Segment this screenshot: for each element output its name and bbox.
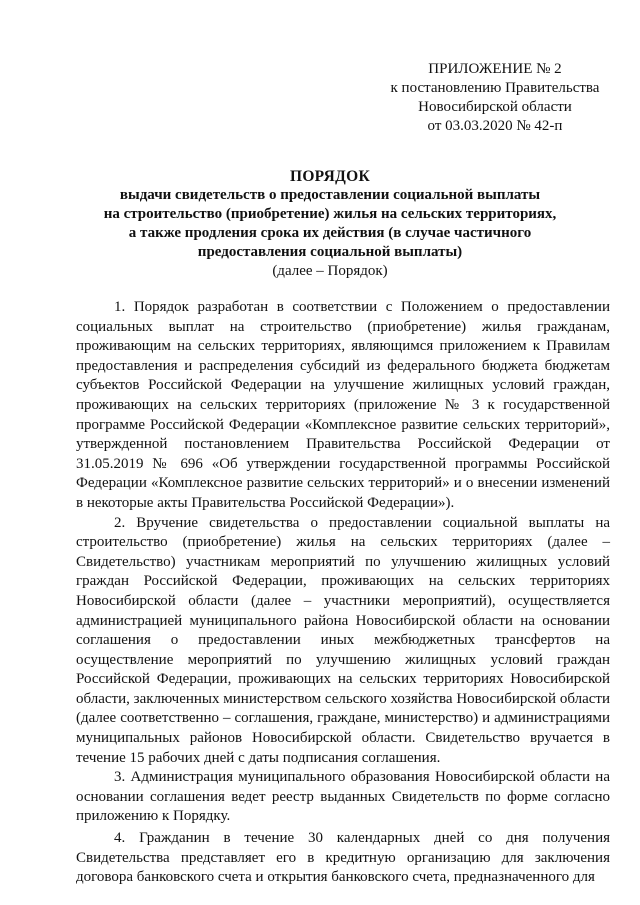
annex-date-number: от 03.03.2020 № 42-п <box>427 118 563 134</box>
annex-title: ПРИЛОЖЕНИЕ № 2 <box>428 61 562 77</box>
paragraph-3: 3. Администрация муниципального образования Новосибирской области на основании соглашения ведет реестр выданных Свидетельств по форме согласно приложению к Порядку. <box>76 769 610 825</box>
heading-line-1: выдачи свидетельств о предоставлении социальной выплаты <box>119 187 541 203</box>
document-body <box>76 298 610 888</box>
heading-line-3: а также продления срока их действия (в случае частичного <box>128 225 532 241</box>
paragraph-1: 1. Порядок разработан в соответствии с Положением о предоставлении социальных выплат на строительство (приобретение) жилья гражданам, проживающим на сельских территориях, являющимся приложением к Правилам предоставления и распределения субсидий из федерального бюджета бюджетам субъектов Российской Федерации на улучшение жилищных условий граждан, проживающих на сельских территориях (приложение № 3 к государственной программе Российской Федерации «Комплексное развитие сельских территорий», утвержденной постановлением Правительства Российской Федерации от 31.05.2019 № 696 «Об утверждении государственной программы Российской Федерации «Комплексное развитие сельских территорий» и о внесении изменений в некоторые акты Правительства Российской Федерации»). <box>76 299 610 511</box>
annex-resolution-line: к постановлению Правительства <box>390 80 600 96</box>
annex-region-line: Новосибирской области <box>418 99 572 115</box>
paragraph-4: 4. Гражданин в течение 30 календарных дней со дня получения Свидетельства представляет его в кредитную организацию для заключения договора банковского счета и открытия банковского счета, предназначенного для <box>76 830 610 886</box>
paragraph-2: 2. Вручение свидетельства о предоставлении социальной выплаты на строительство (приобретение) жилья на сельских территориях (далее – Свидетельство) участникам мероприятий по улучшению жилищных условий граждан Российской Федерации, проживающих на сельских территориях Новосибирской области (далее – участники мероприятий), осуществляется администрацией муниципального района Новосибирской области на основании соглашения о предоставлении иных межбюджетных трансфертов на осуществление мероприятий по улучшению жилищных условий граждан Российской Федерации, проживающих на сельских территориях Новосибирской области, заключенных министерством сельского хозяйства Новосибирской области (далее соответственно – соглашения, граждане, министерство) и администрациями муниципальных районов Новосибирской области. Свидетельство вручается в течение 15 рабочих дней с даты подписания соглашения. <box>76 514 610 766</box>
heading-line-4: предоставления социальной выплаты) <box>197 244 463 260</box>
document-title: ПОРЯДОК <box>289 168 371 185</box>
heading-short-name: (далее – Порядок) <box>272 263 388 279</box>
annex-block <box>380 60 610 136</box>
heading-line-2: на строительство (приобретение) жилья на сельских территориях, <box>103 206 557 222</box>
document-heading <box>70 167 590 281</box>
